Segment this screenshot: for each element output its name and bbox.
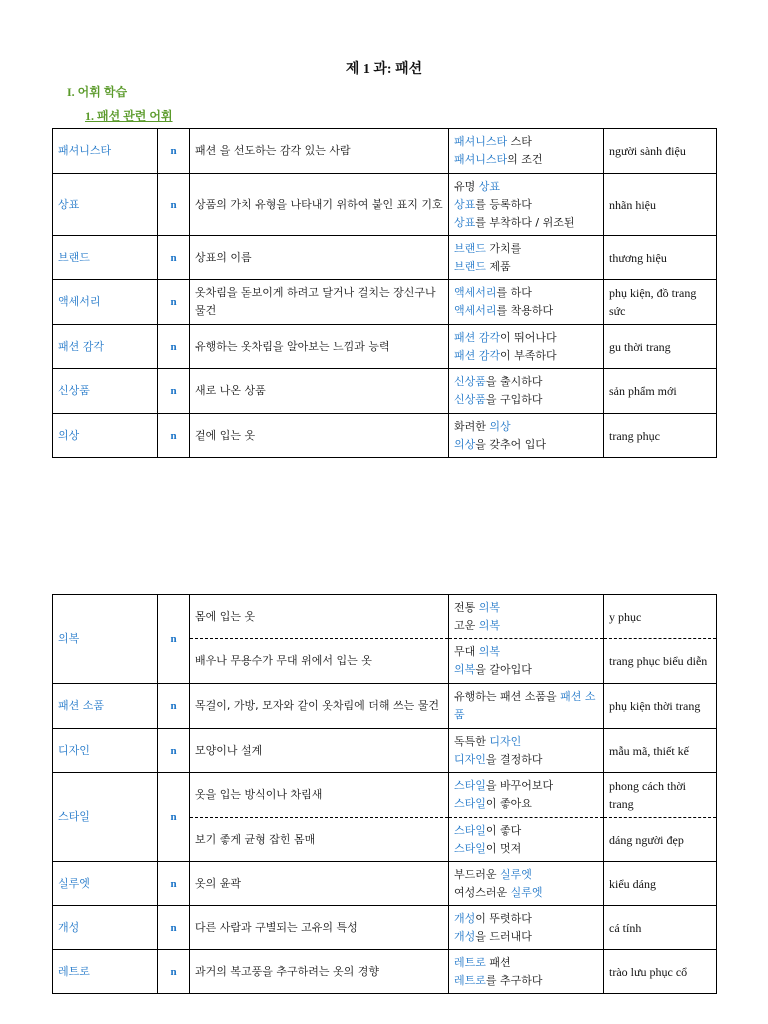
example-text: 가치를	[485, 241, 522, 255]
example-headword: 상표	[454, 197, 476, 211]
example-text: 을 구입하다	[485, 393, 543, 406]
example-headword: 개성	[454, 911, 476, 925]
example-headword: 신상품	[454, 375, 486, 388]
table-row	[53, 129, 717, 174]
example-headword: 신상품	[454, 393, 486, 406]
example-text: 을 출시하다	[485, 375, 543, 388]
definition: 몸에 입는 옷	[190, 595, 449, 639]
examples	[449, 729, 604, 773]
vietnamese-meaning: kiểu dáng	[604, 862, 717, 906]
examples	[449, 639, 604, 684]
example-line	[454, 866, 598, 884]
example-line	[454, 910, 598, 928]
definition: 모양이나 설계	[190, 729, 449, 773]
definition: 겉에 입는 옷	[190, 414, 449, 458]
example-text: 의 조건	[507, 153, 543, 166]
example-headword: 의상	[454, 437, 476, 451]
table-row	[53, 950, 717, 994]
example-line	[454, 258, 598, 276]
examples	[449, 906, 604, 950]
definition: 유행하는 옷차림을 알아보는 느낌과 능력	[190, 325, 449, 369]
table-row	[53, 773, 717, 818]
example-line	[454, 196, 598, 214]
vietnamese-meaning: trang phục	[604, 414, 717, 458]
part-of-speech: n	[158, 325, 190, 369]
vietnamese-meaning: phụ kiện thời trang	[604, 684, 717, 729]
definition: 다른 사람과 구별되는 고유의 특성	[190, 906, 449, 950]
vocab-word: 신상품	[53, 369, 158, 414]
example-text: 이 멋져	[485, 841, 522, 855]
table-row	[53, 369, 717, 414]
definition: 보기 좋게 균형 잡힌 몸매	[190, 818, 449, 862]
example-line	[454, 617, 598, 635]
examples	[449, 174, 604, 236]
examples	[449, 325, 604, 369]
part-of-speech: n	[158, 174, 190, 236]
example-line	[454, 284, 598, 302]
part-of-speech: n	[158, 684, 190, 729]
example-line	[454, 391, 598, 409]
part-of-speech: n	[158, 236, 190, 280]
vocab-word: 레트로	[53, 950, 158, 994]
table-row	[53, 280, 717, 325]
example-line	[454, 688, 598, 724]
vietnamese-meaning: sản phẩm mới	[604, 369, 717, 414]
part-of-speech: n	[158, 369, 190, 414]
example-text: 를 등록하다	[475, 197, 532, 211]
example-text: 패션	[485, 955, 511, 969]
table-row	[53, 325, 717, 369]
example-line	[454, 436, 598, 454]
definition: 목걸이, 가방, 모자와 같이 옷차림에 더해 쓰는 물건	[190, 684, 449, 729]
example-line	[454, 972, 598, 990]
example-headword: 상표	[478, 179, 501, 193]
example-text: 이 좋다	[485, 823, 522, 837]
vocab-word: 패션 소품	[53, 684, 158, 729]
example-headword: 의복	[454, 663, 476, 676]
vocab-word: 디자인	[53, 729, 158, 773]
example-line	[454, 733, 598, 751]
table-row	[53, 862, 717, 906]
example-headword: 의복	[478, 600, 501, 614]
example-line	[454, 373, 598, 391]
example-line	[454, 302, 598, 320]
vocab-word: 의상	[53, 414, 158, 458]
examples	[449, 595, 604, 639]
vocab-word: 상표	[53, 174, 158, 236]
example-text: 유행하는 패션 소품을	[454, 690, 561, 703]
part-of-speech: n	[158, 906, 190, 950]
examples	[449, 280, 604, 325]
example-text: 제품	[485, 259, 511, 273]
example-line	[454, 795, 598, 813]
example-headword: 디자인	[454, 752, 486, 766]
example-line	[454, 954, 598, 972]
example-headword: 레트로	[454, 973, 486, 987]
example-line	[454, 178, 598, 196]
example-line	[454, 928, 598, 946]
examples	[449, 773, 604, 818]
example-text: 를 부착하다 / 위조된	[475, 215, 575, 229]
vietnamese-meaning: mẫu mã, thiết kế	[604, 729, 717, 773]
example-text: 스타	[507, 135, 532, 148]
examples	[449, 684, 604, 729]
example-text: 을 갖추어 입다	[475, 437, 547, 451]
example-line	[454, 884, 598, 902]
example-text: 를 추구하다	[485, 973, 543, 987]
table-row	[53, 906, 717, 950]
example-headword: 브랜드	[454, 259, 486, 273]
vietnamese-meaning: phụ kiện, đồ trang sức	[604, 280, 717, 325]
vocab-table-2	[52, 594, 717, 994]
example-line	[454, 777, 598, 795]
example-headword: 레트로	[454, 955, 486, 969]
example-headword: 패션 감각	[454, 348, 501, 362]
example-line	[454, 643, 598, 661]
example-text: 화려한	[454, 419, 490, 433]
table-row	[53, 729, 717, 773]
example-headword: 실루엣	[510, 885, 543, 899]
vocab-word: 의복	[53, 595, 158, 684]
example-line	[454, 840, 598, 858]
table-row	[53, 236, 717, 280]
examples	[449, 818, 604, 862]
vocab-word: 스타일	[53, 773, 158, 862]
example-text: 이 뛰어나다	[500, 330, 557, 344]
section-heading: I. 어휘 학습	[67, 85, 128, 99]
example-text: 을 드러내다	[475, 929, 532, 943]
definition: 배우나 무용수가 무대 위에서 입는 옷	[190, 639, 449, 684]
vocab-word: 액세서리	[53, 280, 158, 325]
example-headword: 실루엣	[500, 867, 532, 881]
table-row	[53, 414, 717, 458]
vietnamese-meaning: người sành điệu	[604, 129, 717, 174]
example-text: 독특한	[454, 734, 490, 748]
example-headword: 브랜드	[454, 241, 486, 255]
example-text: 여성스러운	[454, 885, 511, 899]
example-text: 고운	[454, 618, 479, 632]
example-line	[454, 214, 598, 232]
vietnamese-meaning: cá tính	[604, 906, 717, 950]
vocab-word: 실루엣	[53, 862, 158, 906]
table-row	[53, 595, 717, 639]
examples	[449, 236, 604, 280]
example-headword: 패션 감각	[454, 330, 501, 344]
example-headword: 의상	[489, 419, 511, 433]
part-of-speech: n	[158, 862, 190, 906]
vietnamese-meaning: nhãn hiệu	[604, 174, 717, 236]
examples	[449, 369, 604, 414]
example-headword: 스타일	[454, 841, 486, 855]
part-of-speech: n	[158, 773, 190, 862]
part-of-speech: n	[158, 595, 190, 684]
part-of-speech: n	[158, 129, 190, 174]
example-headword: 스타일	[454, 779, 486, 792]
definition: 패션 을 선도하는 감각 있는 사람	[190, 129, 449, 174]
example-text: 전통	[454, 600, 479, 614]
vocab-word: 패셔니스타	[53, 129, 158, 174]
example-line	[454, 751, 598, 769]
vietnamese-meaning: gu thời trang	[604, 325, 717, 369]
vietnamese-meaning: phong cách thời trang	[604, 773, 717, 818]
example-headword: 스타일	[454, 823, 486, 837]
examples	[449, 862, 604, 906]
definition: 새로 나온 상품	[190, 369, 449, 414]
vietnamese-meaning: thương hiệu	[604, 236, 717, 280]
example-line	[454, 133, 598, 151]
example-line	[454, 822, 598, 840]
example-headword: 디자인	[489, 734, 522, 748]
example-headword: 의복	[478, 645, 501, 658]
page-title: 제 1 과: 패션	[345, 62, 423, 77]
part-of-speech: n	[158, 729, 190, 773]
subsection-heading: 1. 패션 관련 어휘	[85, 109, 173, 123]
definition: 옷을 입는 방식이나 차림새	[190, 773, 449, 818]
example-line	[454, 151, 598, 169]
example-text: 유명	[454, 179, 479, 193]
example-text: 이 뚜렷하다	[475, 911, 532, 925]
definition: 과거의 복고풍을 추구하려는 옷의 경향	[190, 950, 449, 994]
example-headword: 액세서리	[454, 286, 497, 299]
example-headword: 스타일	[454, 797, 486, 810]
example-line	[454, 599, 598, 617]
example-text: 을 바꾸어보다	[485, 779, 554, 792]
example-headword: 상표	[454, 215, 476, 229]
example-line	[454, 329, 598, 347]
vocab-table-1	[52, 128, 717, 458]
example-headword: 액세서리	[454, 304, 497, 317]
definition: 옷차림을 돋보이게 하려고 달거나 걸치는 장신구나 물건	[190, 280, 449, 325]
example-text: 를 하다	[496, 286, 532, 299]
definition: 상표의 이름	[190, 236, 449, 280]
part-of-speech: n	[158, 950, 190, 994]
part-of-speech: n	[158, 414, 190, 458]
table-row	[53, 174, 717, 236]
vietnamese-meaning: trào lưu phục cổ	[604, 950, 717, 994]
example-text: 무대	[454, 645, 479, 658]
example-headword: 패셔니스타	[454, 153, 508, 166]
example-text: 부드러운	[454, 867, 501, 881]
example-headword: 패셔니스타	[454, 135, 508, 148]
example-line	[454, 347, 598, 365]
vocab-word: 브랜드	[53, 236, 158, 280]
definition: 옷의 윤곽	[190, 862, 449, 906]
example-line	[454, 418, 598, 436]
part-of-speech: n	[158, 280, 190, 325]
example-headword: 개성	[454, 929, 476, 943]
examples	[449, 414, 604, 458]
vietnamese-meaning: dáng người đẹp	[604, 818, 717, 862]
example-text: 이 좋아요	[485, 797, 532, 810]
example-text: 를 착용하다	[496, 304, 554, 317]
example-text: 을 결정하다	[485, 752, 543, 766]
example-text: 을 갈아입다	[475, 663, 532, 676]
examples	[449, 950, 604, 994]
vocab-word: 개성	[53, 906, 158, 950]
examples	[449, 129, 604, 174]
vietnamese-meaning: y phục	[604, 595, 717, 639]
definition: 상품의 가치 유형을 나타내기 위하여 붙인 표지 기호	[190, 174, 449, 236]
table-row	[53, 684, 717, 729]
example-headword: 의복	[478, 618, 501, 632]
example-line	[454, 661, 598, 679]
example-headword: 패션 소품	[454, 690, 596, 721]
vietnamese-meaning: trang phục biểu diễn	[604, 639, 717, 684]
example-text: 이 부족하다	[500, 348, 557, 362]
vocab-word: 패션 감각	[53, 325, 158, 369]
example-line	[454, 240, 598, 258]
